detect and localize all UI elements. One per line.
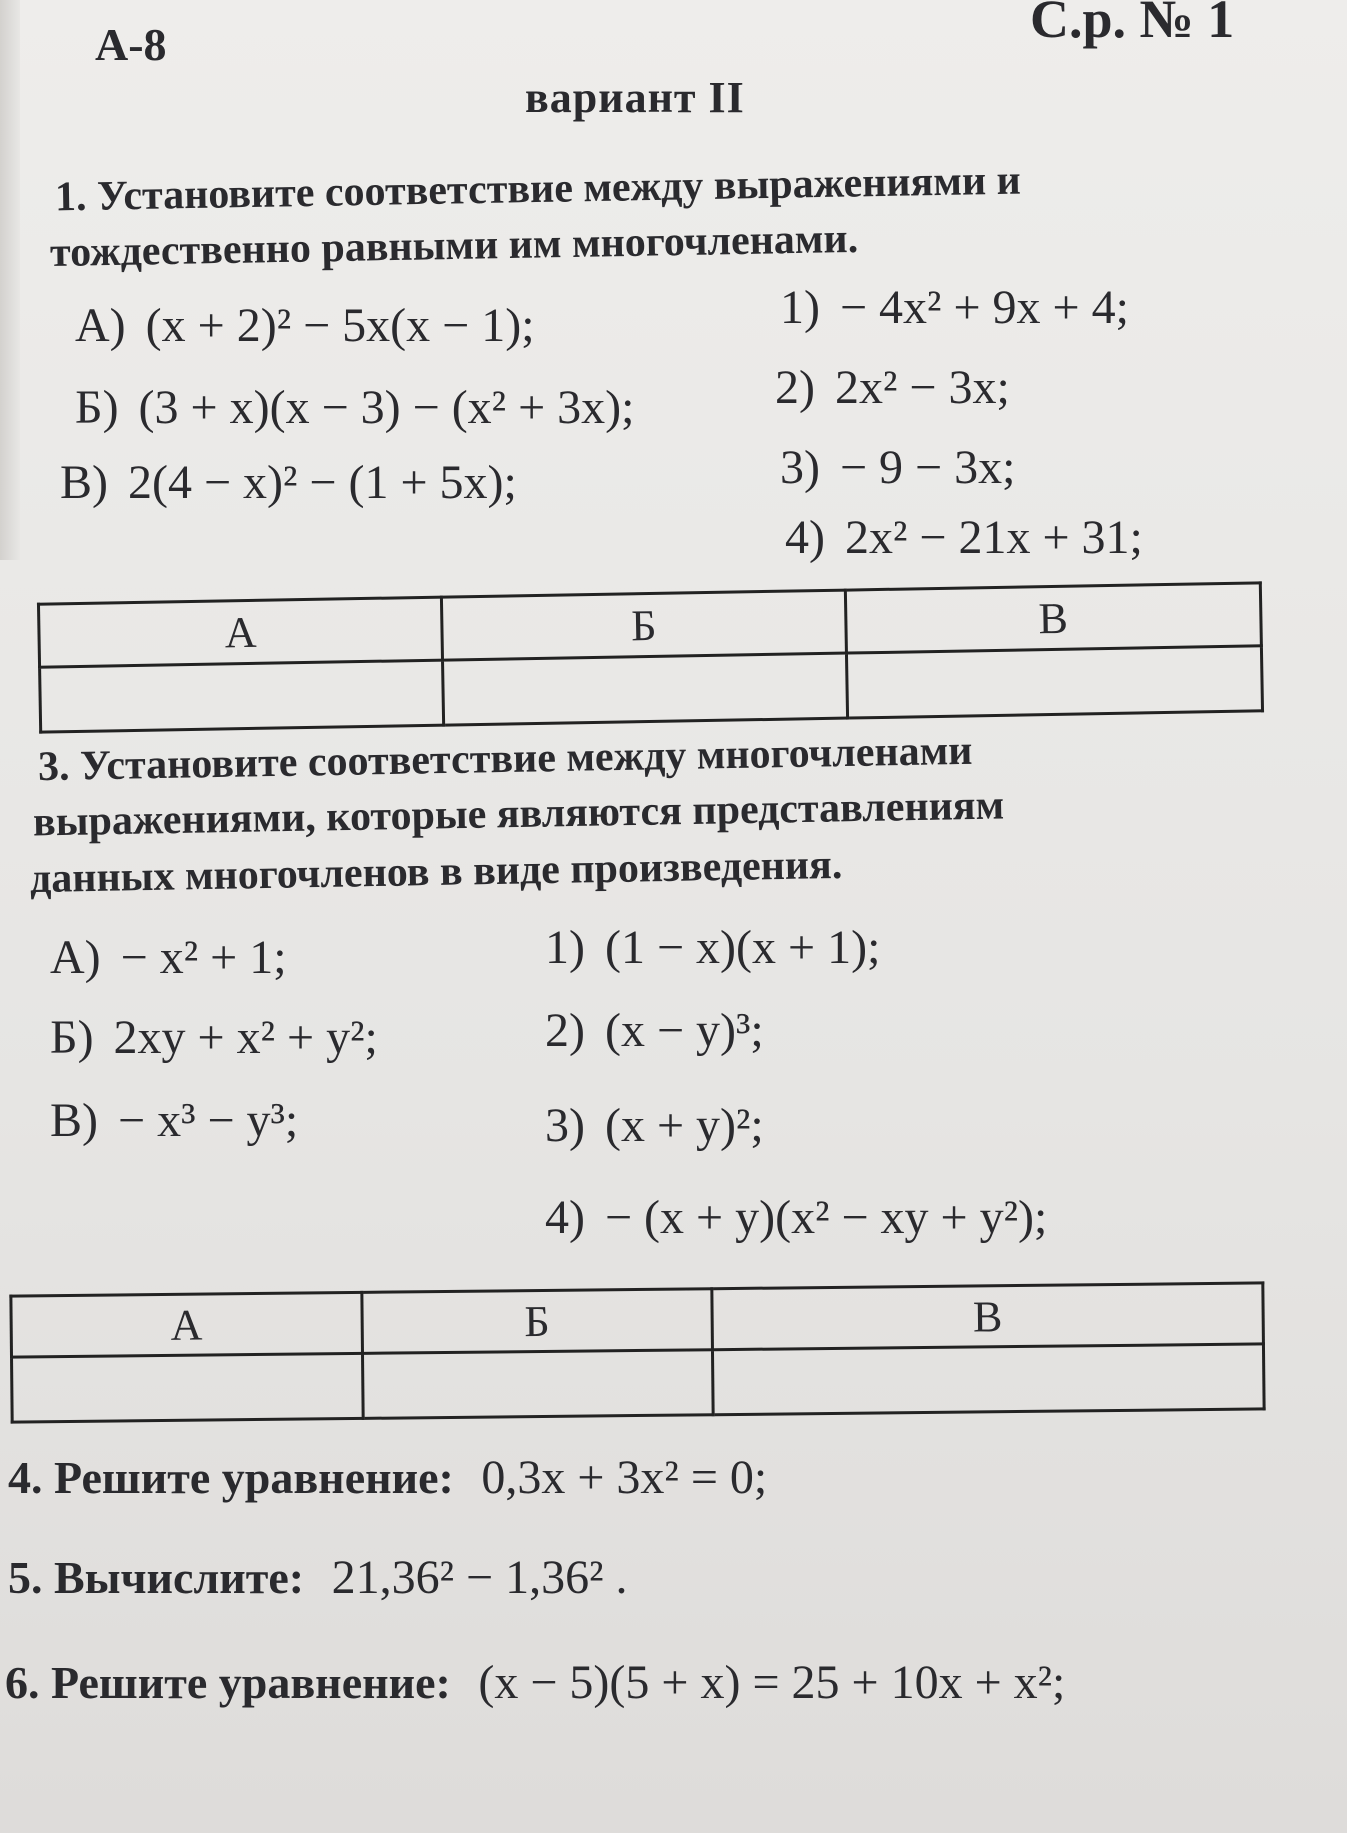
option-expression: 2(4 − x)² − (1 + 5x); [128,456,517,509]
task3-answer-4 [545,1190,1047,1245]
option-label: Б) [50,1011,94,1064]
task1-line1: 1. Установите соответствие между выражениями и [54,157,1022,221]
task1-answer-3 [780,440,1015,495]
task5-expression: 21,36² − 1,36² . [331,1551,628,1604]
table-answer-row [12,1344,1265,1422]
task1-option-a [75,298,535,353]
task1-line2: тождественно равными им многочленами. [49,215,859,277]
option-label: Б) [75,381,119,434]
answer-expression: (x + y)²; [604,1099,764,1152]
task4-text: 4. Решите уравнение: [8,1452,454,1503]
task6-text: 6. Решите уравнение: [5,1657,451,1708]
answer-cell-c[interactable] [846,646,1263,718]
option-expression: − x³ − y³; [118,1094,299,1147]
answer-expression: − 4x² + 9x + 4; [839,281,1129,334]
task1-option-b [75,380,634,435]
answer-label: 2) [775,361,815,414]
task5 [8,1550,627,1605]
answer-cell-c[interactable] [713,1344,1265,1415]
header-cell-b: Б [442,590,846,660]
task3-answer-3 [545,1098,764,1153]
option-expression: 2xy + x² + y²; [113,1011,378,1064]
option-label: В) [50,1094,98,1147]
task1-answer-2 [775,360,1010,415]
answer-expression: (x − y)³; [604,1004,764,1057]
task6-expression: (x − 5)(5 + x) = 25 + 10x + x²; [478,1656,1066,1709]
task3-line1: 3. Установите соответствие между многочленами [37,727,973,791]
task3-answer-2 [545,1003,764,1058]
answer-expression: − 9 − 3x; [839,441,1016,494]
option-label: А) [75,299,126,352]
option-expression: (3 + x)(x − 3) − (x² + 3x); [138,381,635,434]
answer-expression: 2x² − 3x; [834,361,1010,414]
task3-option-c [50,1093,298,1148]
page-edge-shadow [0,0,20,560]
answer-label: 3) [545,1099,585,1152]
task4 [8,1450,767,1505]
answer-cell-b[interactable] [362,1350,713,1419]
answer-label: 1) [545,921,585,974]
task3-answer-1 [545,920,880,975]
answer-cell-b[interactable] [443,653,847,725]
task1-answer-1 [780,280,1129,335]
answer-label: 3) [780,441,820,494]
answer-expression: (1 − x)(x + 1); [604,921,881,974]
header-cell-c: В [712,1283,1264,1350]
work-title: С.р. № 1 [1030,0,1235,49]
answer-expression: − (x + y)(x² − xy + y²); [604,1191,1048,1244]
answer-label: 1) [780,281,820,334]
header-cell-b: Б [361,1289,712,1354]
header-cell-c: В [845,583,1262,653]
answer-cell-a[interactable] [12,1353,363,1422]
task3-line3: данных многочленов в виде произведения. [29,841,843,903]
task3-answer-table [9,1281,1265,1423]
worksheet-code: А-8 [95,19,167,70]
task1-answer-table [37,581,1264,733]
variant-title: вариант II [525,73,745,122]
task3-option-a [50,930,287,985]
header-cell-a: А [38,597,442,667]
task6 [5,1655,1065,1710]
answer-cell-a[interactable] [40,660,444,732]
option-label: В) [60,456,108,509]
answer-expression: 2x² − 21x + 31; [844,511,1143,564]
header-cell-a: А [11,1292,362,1357]
answer-label: 4) [545,1191,585,1244]
task1-answer-4 [785,510,1143,565]
option-expression: − x² + 1; [120,931,287,984]
option-label: А) [50,931,101,984]
option-expression: (x + 2)² − 5x(x − 1); [145,299,535,352]
task3-option-b [50,1010,378,1065]
task5-text: 5. Вычислите: [8,1552,305,1603]
answer-label: 2) [545,1004,585,1057]
answer-label: 4) [785,511,825,564]
task1-option-c [60,455,517,510]
task4-expression: 0,3x + 3x² = 0; [481,1451,768,1504]
task3-line2: выражениями, которые являются представлениям [32,782,1005,846]
